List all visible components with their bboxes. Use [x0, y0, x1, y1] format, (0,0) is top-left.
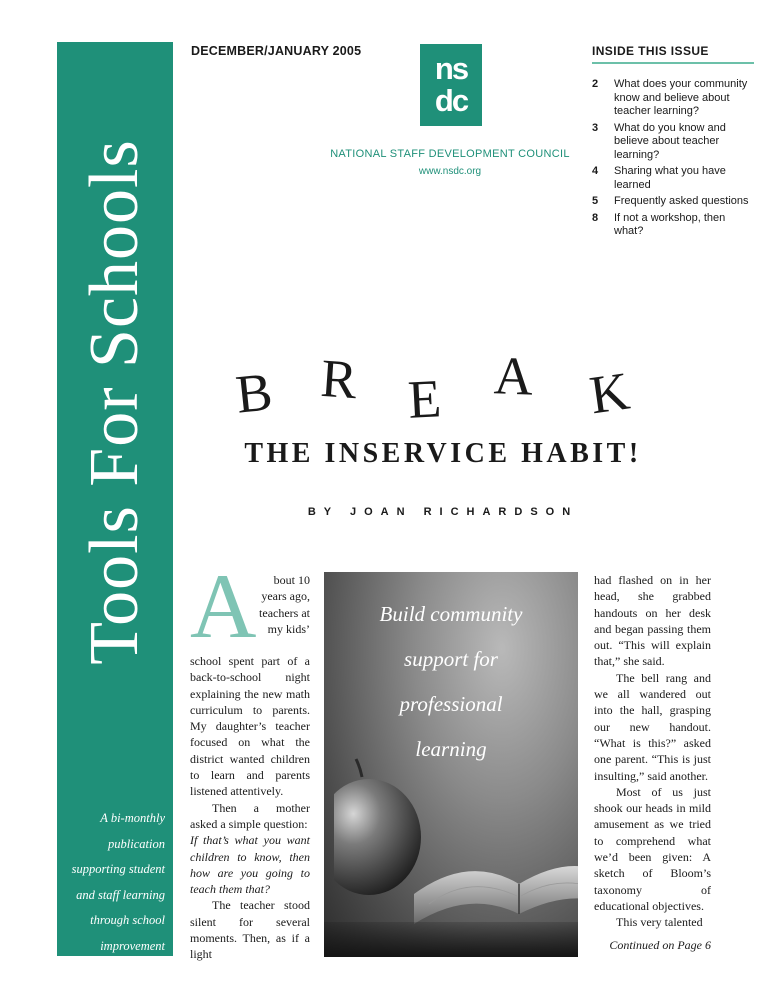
logo-line: dc [434, 83, 468, 118]
article-paragraph: had flashed on in her head, she grabbed handouts on her desk and began passing them out. “This will explain that,” she said. [594, 573, 711, 669]
toc-item[interactable] [592, 195, 754, 209]
toc-item[interactable] [592, 165, 754, 192]
caption-line: Build community [379, 602, 523, 626]
toc-item-text: What does your community know and believe about teacher learning? [614, 78, 748, 117]
tagline-line: A bi-monthly [100, 811, 165, 825]
toc-page-number: 5 [592, 195, 599, 207]
toc-item-text: If not a workshop, then what? [614, 211, 726, 237]
caption-line: learning [415, 737, 487, 761]
toc-page-number: 8 [592, 211, 599, 224]
banner-tagline [59, 806, 171, 959]
article-paragraph: This very talented [616, 915, 703, 930]
headline-subhead: THE INSERVICE HABIT! [244, 438, 642, 469]
toc-item-text: Frequently asked questions [614, 195, 749, 207]
issue-date: DECEMBER/JANUARY 2005 [191, 44, 362, 58]
caption-line: professional [399, 692, 503, 716]
italic-quote: If that’s what you want children to know, then how are you going to teach them that? [190, 833, 310, 897]
photo-caption [324, 592, 578, 772]
org-name: NATIONAL STAFF DEVELOPMENT COUNCIL [330, 148, 570, 160]
masthead-banner [57, 42, 206, 956]
nsdc-logo [420, 44, 482, 126]
article-paragraph: Then a mother asked a simple question: [190, 800, 310, 831]
tagline-line: publication [108, 836, 165, 851]
toc-item-text: What do you know and believe about teacher learning? [614, 121, 726, 161]
inside-title: INSIDE THIS ISSUE [592, 44, 754, 64]
article-paragraph: school spent part of a back-to-school night explaining the new math curriculum to parents. My daughter’s teacher focused on what the district wanted children to learn and parents listened attentively. [190, 654, 310, 799]
trademark-symbol: TM [192, 102, 212, 122]
article-column-3 [594, 572, 711, 931]
article-paragraph: Most of us just shook our heads in mild amusement as we tried to comprehend what we’d been given: A sketch of Bloom’s taxonomy of educational objectives. [594, 784, 711, 913]
article-paragraph: The bell rang and we all wandered out into the hall, grasping our new handout. “What is this?” asked one parent. “This is just insulting,” said another. [594, 670, 711, 783]
toc-item[interactable] [592, 78, 754, 119]
continued-link[interactable]: Continued on Page 6 [609, 938, 711, 952]
toc-item[interactable] [592, 212, 754, 239]
article-column-1 [190, 653, 310, 963]
headline-letter: A [492, 345, 535, 407]
tagline-line: improvement [100, 938, 165, 953]
tagline-line: through school [90, 913, 165, 927]
toc-item[interactable] [592, 122, 754, 163]
article-lead: bout 10 years ago, teachers at my kids’ [259, 573, 310, 636]
toc-page-number: 4 [592, 165, 599, 177]
headline-letter: R [318, 347, 360, 411]
caption-line: support for [404, 647, 498, 671]
logo-line: ns [434, 51, 468, 86]
toc-page-number: 3 [592, 121, 599, 134]
toc-item-text: Sharing what you have learned [614, 165, 726, 191]
inside-this-issue [592, 44, 754, 242]
tagline-line: supporting student [71, 862, 165, 876]
headline-letter: E [406, 368, 443, 430]
byline: BY JOAN RICHARDSON [307, 506, 579, 518]
article-paragraph: The teacher stood silent for several moments. Then, as if a light [190, 898, 310, 962]
org-url-link[interactable]: www.nsdc.org [418, 166, 482, 177]
feature-photo [324, 572, 578, 957]
article-paragraph-italic [190, 832, 310, 897]
masthead-title: Tools For Schools [76, 139, 153, 665]
headline-letter: K [586, 360, 633, 426]
photo-table-shadow [324, 922, 578, 957]
drop-cap: A [190, 555, 257, 657]
toc-page-number: 2 [592, 78, 599, 90]
tagline-line: and staff learning [76, 887, 165, 902]
headline-letter: B [232, 361, 276, 425]
